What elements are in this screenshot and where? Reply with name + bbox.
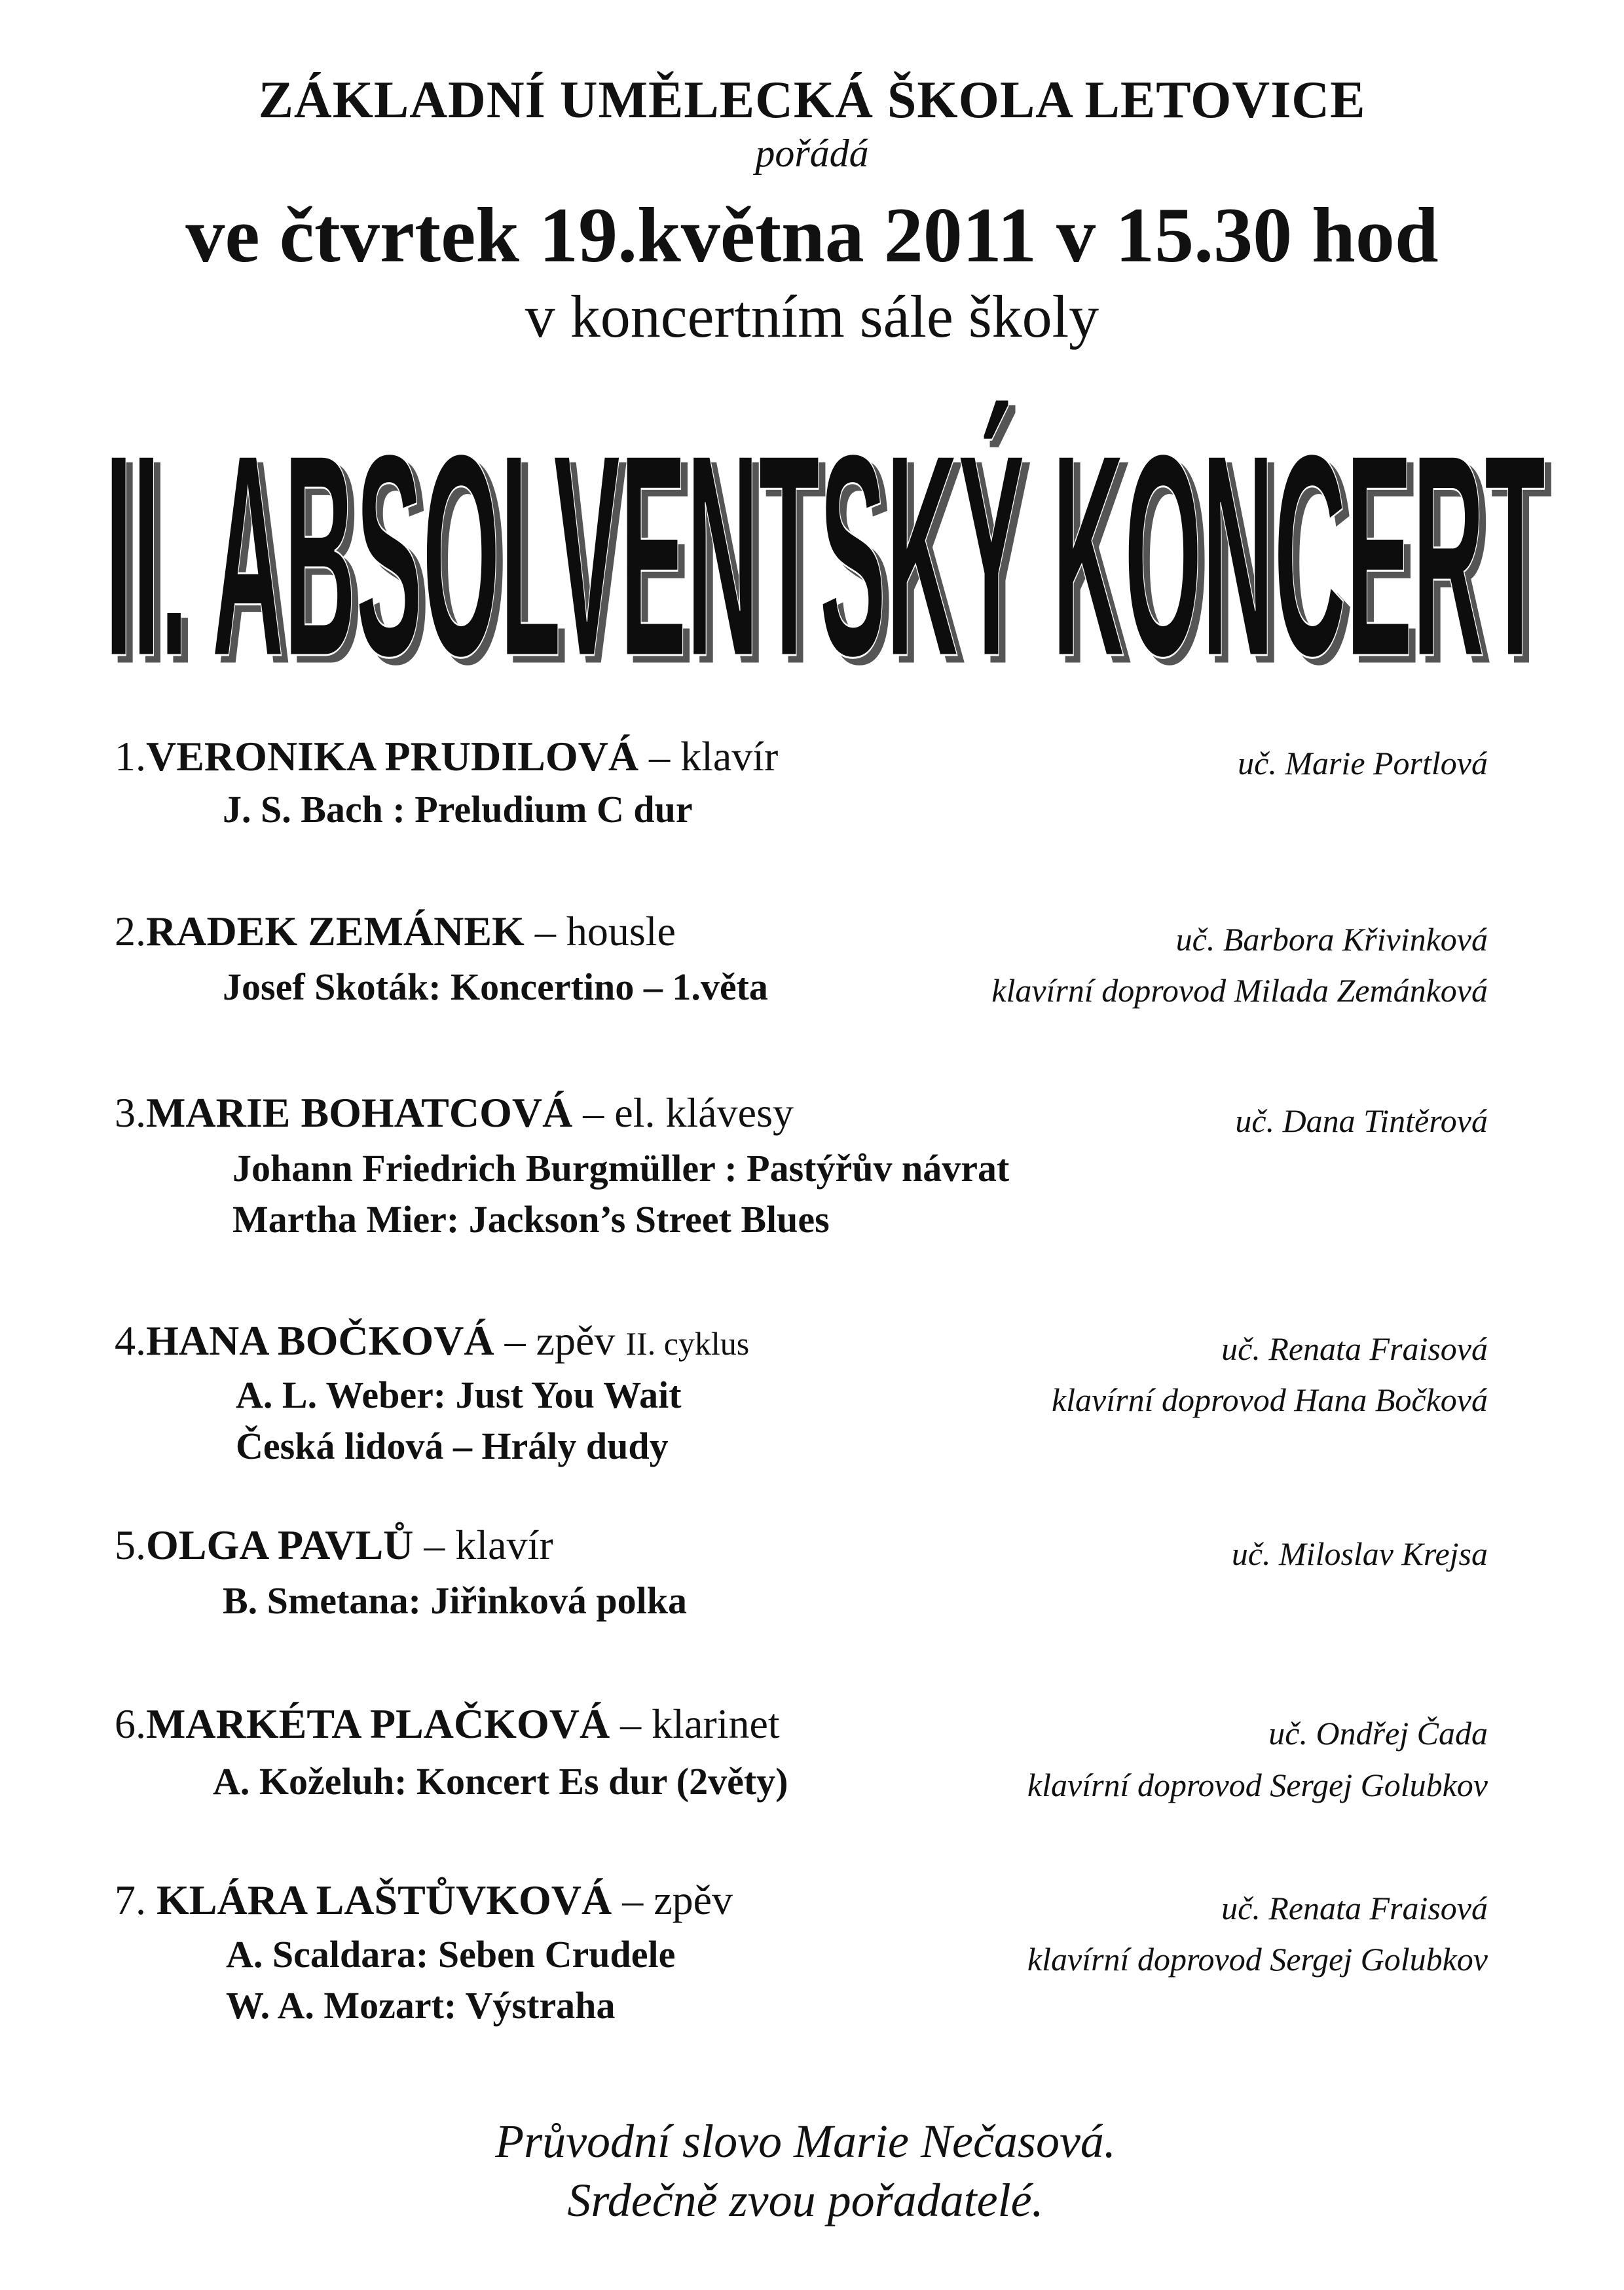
footer-invitation: Srdečně zvou pořadatelé.	[567, 2174, 1044, 2226]
performer-number: 3.	[115, 1089, 146, 1136]
teacher-1: uč. Marie Portlová	[1238, 745, 1488, 781]
performer-cycle: II. cyklus	[625, 1325, 750, 1362]
piece-1-1: J. S. Bach : Preludium C dur	[223, 788, 693, 831]
teacher-5: uč. Miloslav Krejsa	[1231, 1535, 1488, 1572]
performer-number: 7.	[115, 1877, 157, 1923]
performer-2	[115, 907, 676, 956]
performer-instrument: – zpěv	[494, 1317, 626, 1364]
school-name: ZÁKLADNÍ UMĚLECKÁ ŠKOLA LETOVICE	[258, 71, 1366, 129]
performer-instrument: – zpěv	[612, 1877, 733, 1923]
performer-instrument: – klarinet	[610, 1700, 780, 1747]
performer-7	[115, 1876, 733, 1924]
performer-number: 2.	[115, 908, 146, 954]
accompaniment-7: klavírní doprovod Sergej Golubkov	[1027, 1941, 1488, 1978]
accompaniment-2: klavírní doprovod Milada Zemánková	[991, 972, 1488, 1009]
performer-number: 5.	[115, 1522, 146, 1568]
teacher-4: uč. Renata Fraisová	[1221, 1330, 1488, 1367]
performer-instrument: – housle	[524, 908, 676, 954]
performer-name: MARKÉTA PLAČKOVÁ	[146, 1700, 610, 1747]
event-date-time: ve čtvrtek 19.května 2011 v 15.30 hod	[185, 191, 1439, 278]
performer-instrument: – el. klávesy	[572, 1089, 794, 1136]
piece-7-1: A. Scaldara: Seben Crudele	[226, 1933, 676, 1976]
piece-6-1: A. Koželuh: Koncert Es dur (2věty)	[213, 1760, 788, 1803]
performer-number: 6.	[115, 1700, 146, 1747]
accompaniment-4: klavírní doprovod Hana Bočková	[1051, 1381, 1488, 1418]
piece-2-1: Josef Skoták: Koncertino – 1.věta	[223, 966, 768, 1008]
concert-title	[98, 393, 1552, 681]
piece-4-2: Česká lidová – Hrály dudy	[236, 1425, 669, 1467]
piece-3-1: Johann Friedrich Burgmüller : Pastýřův návrat	[232, 1147, 1010, 1190]
performer-name: VERONIKA PRUDILOVÁ	[146, 733, 639, 779]
teacher-7: uč. Renata Fraisová	[1221, 1890, 1488, 1926]
performer-5	[115, 1521, 553, 1569]
performer-instrument: – klavír	[413, 1522, 553, 1568]
piece-3-2: Martha Mier: Jackson’s Street Blues	[232, 1198, 830, 1241]
performer-1	[115, 732, 778, 781]
accompaniment-6: klavírní doprovod Sergej Golubkov	[1027, 1767, 1488, 1803]
piece-4-1: A. L. Weber: Just You Wait	[236, 1374, 682, 1416]
teacher-6: uč. Ondřej Čada	[1268, 1715, 1488, 1752]
performer-instrument: – klavír	[638, 733, 779, 779]
performer-6	[115, 1700, 780, 1748]
performer-name: HANA BOČKOVÁ	[146, 1317, 494, 1364]
concert-title-text: II. ABSOLVENTSKÝ KONCERT	[105, 395, 1545, 681]
organizes-label: pořádá	[755, 132, 869, 175]
performer-name: RADEK ZEMÁNEK	[146, 908, 525, 954]
event-venue: v koncertním sále školy	[525, 283, 1099, 350]
performer-number: 1.	[115, 733, 146, 779]
concert-title-graphic	[98, 393, 1552, 681]
footer-moderator: Průvodní slovo Marie Nečasová.	[495, 2115, 1116, 2168]
performer-number: 4.	[115, 1317, 146, 1364]
performer-name: OLGA PAVLŮ	[146, 1522, 414, 1568]
performer-4	[115, 1317, 749, 1365]
piece-5-1: B. Smetana: Jiřinková polka	[223, 1579, 687, 1622]
performer-3	[115, 1089, 794, 1137]
performer-name: KLÁRA LAŠTŮVKOVÁ	[157, 1877, 612, 1923]
teacher-2: uč. Barbora Křivinková	[1175, 921, 1488, 958]
piece-7-2: W. A. Mozart: Výstraha	[226, 1984, 616, 2027]
teacher-3: uč. Dana Tintěrová	[1235, 1102, 1488, 1139]
performer-name: MARIE BOHATCOVÁ	[146, 1089, 573, 1136]
